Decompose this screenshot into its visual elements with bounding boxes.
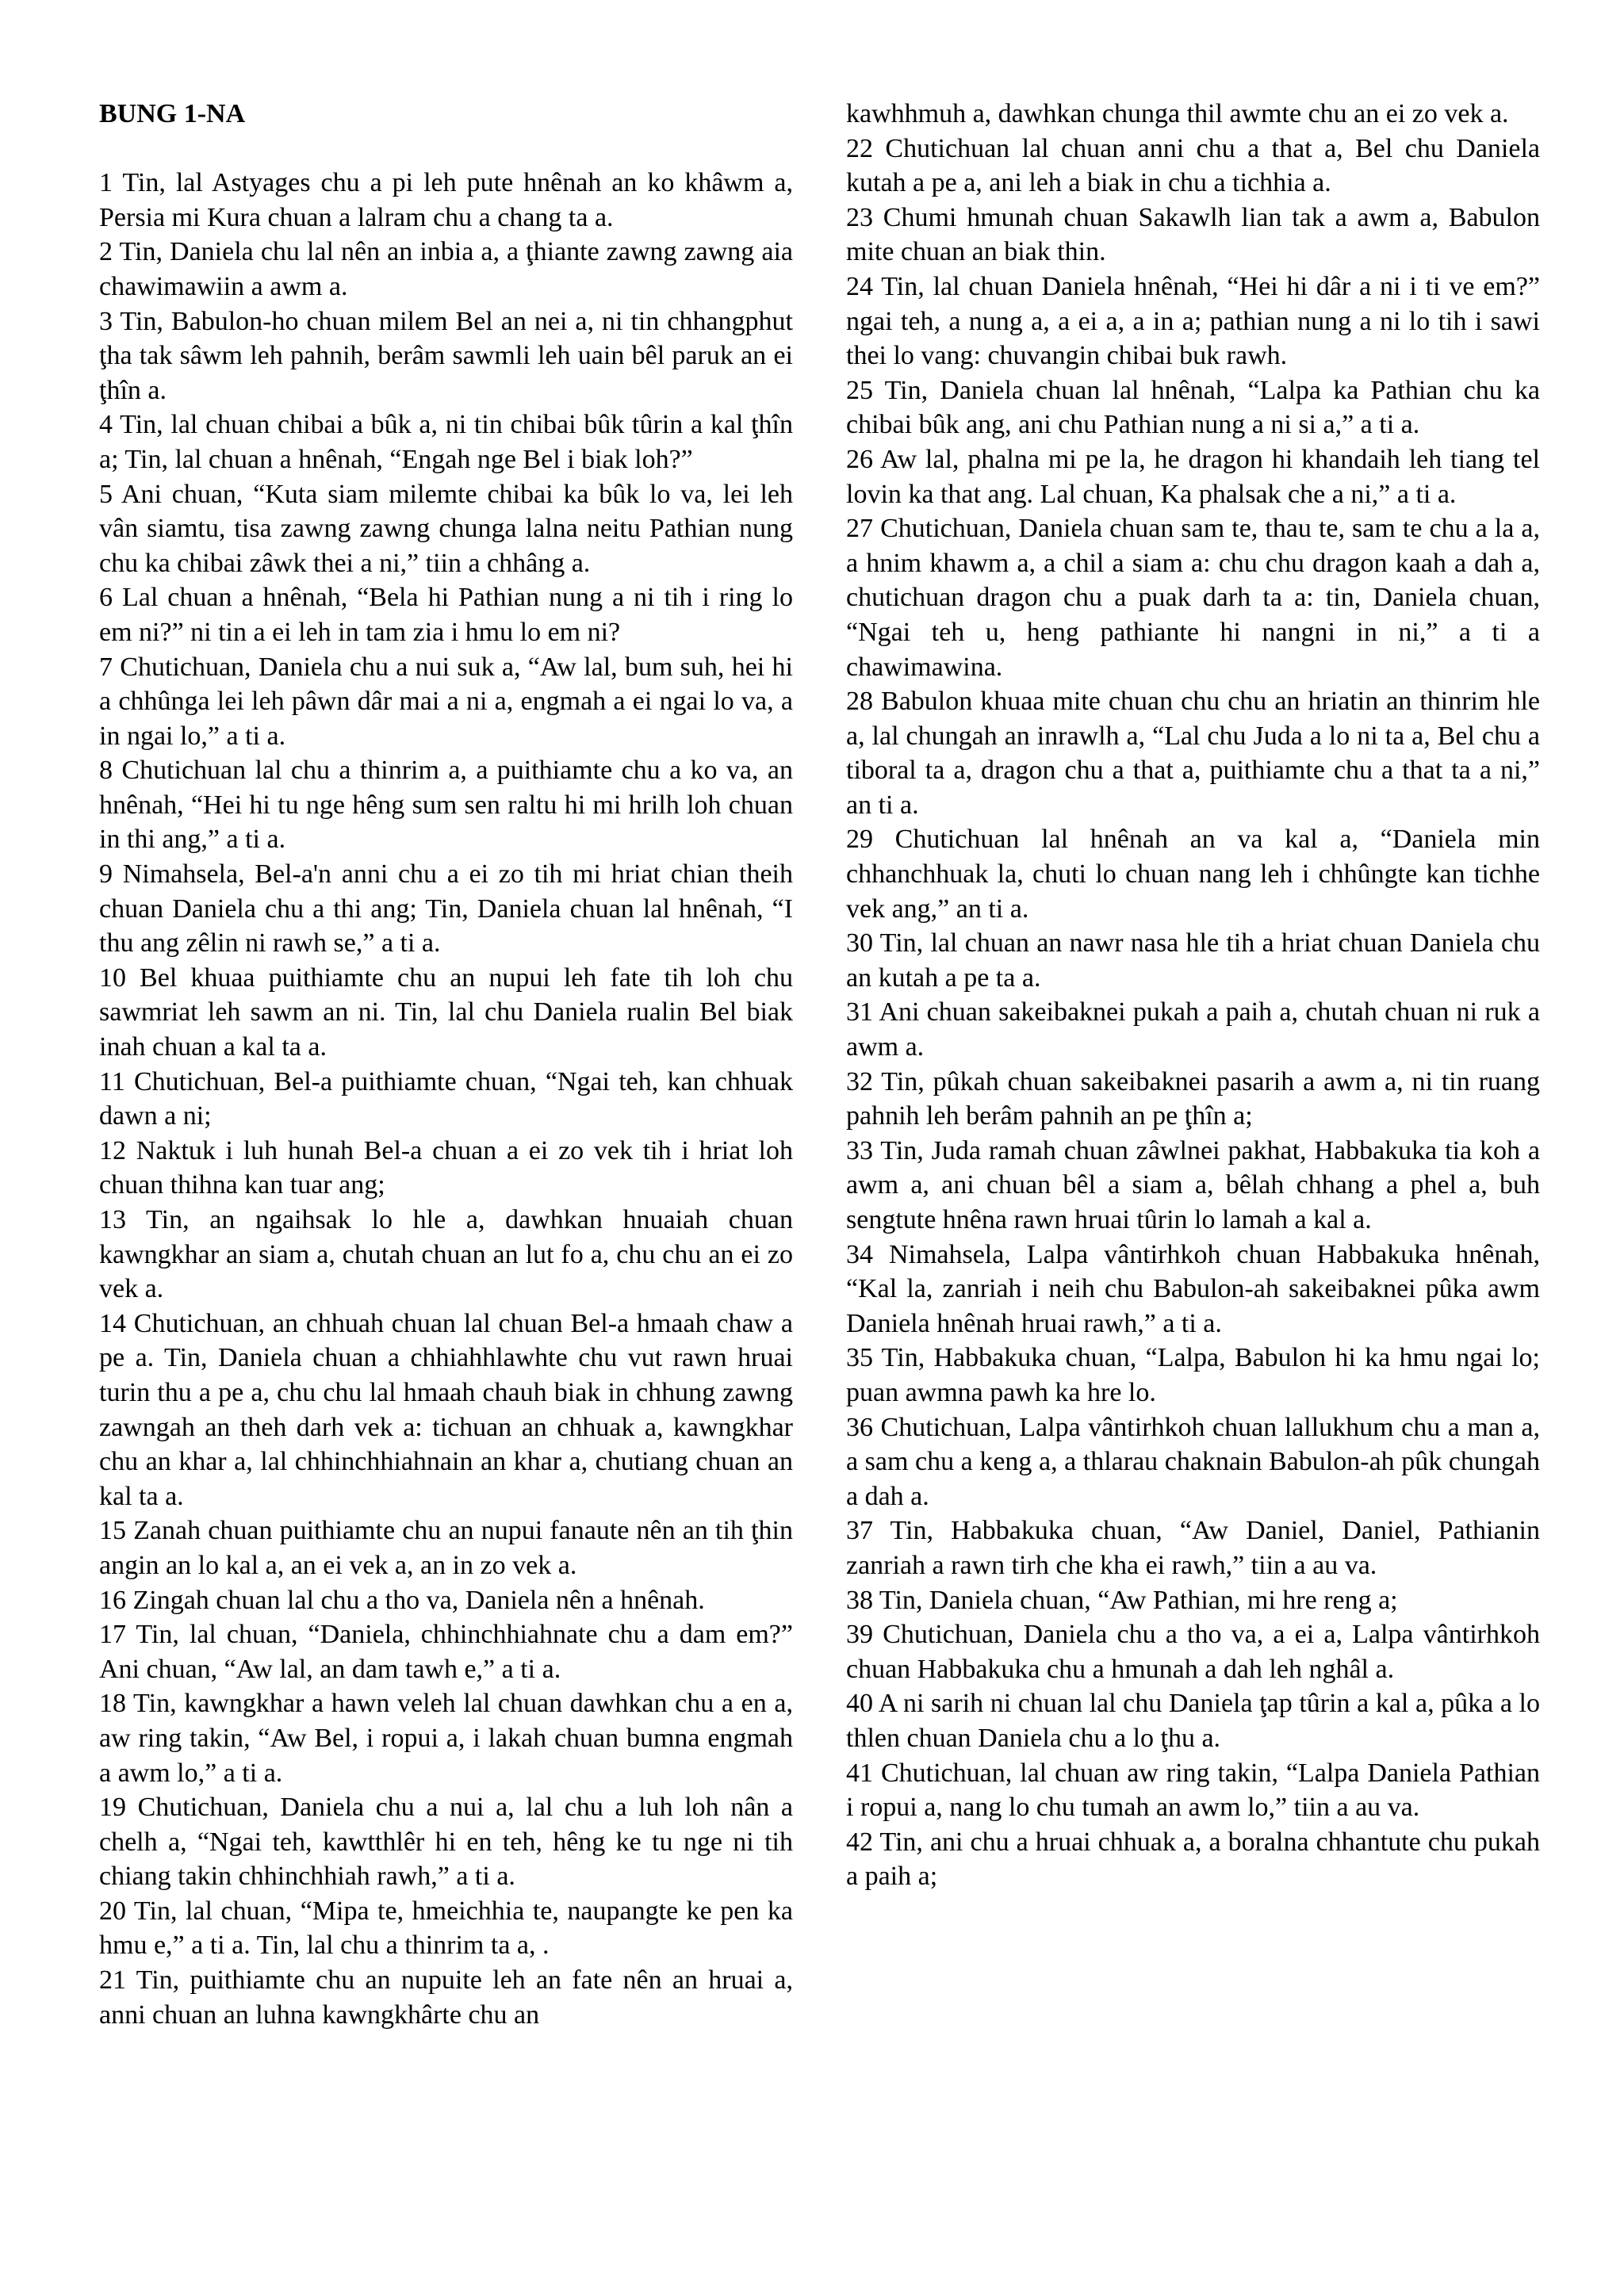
verse: 33 Tin, Juda ramah chuan zâwlnei pakhat, Habbakuka tia koh a awm a, ani chuan bêl a siam a, bêlah chhang a phel a, buh sengtute hnêna rawn hruai tûrin lo lamah a kal a. — [846, 1135, 1540, 1234]
verse: 20 Tin, lal chuan, “Mipa te, hmeichhia te, naupangte ke pen ka hmu e,” a ti a. Tin, lal chu a thinrim ta a, . — [99, 1896, 793, 1961]
verse: 9 Nimahsela, Bel-a'n anni chu a ei zo tih mi hriat chian theih chuan Daniela chu a thi ang; Tin, Daniela chuan lal hnênah, “I thu ang zêlin ni rawh se,” a ti a. — [99, 859, 793, 959]
verse: 5 Ani chuan, “Kuta siam milemte chibai ka bûk lo va, lei leh vân siamtu, tisa zawng zawng chunga lalna neitu Pathian nung chu ka chibai zâwk thei a ni,” tiin a chhâng a. — [99, 479, 793, 578]
verse: 37 Tin, Habbakuka chuan, “Aw Daniel, Daniel, Pathianin zanriah a rawn tirh che kha ei rawh,” tiin a au va. — [846, 1516, 1540, 1580]
verse: 27 Chutichuan, Daniela chuan sam te, thau te, sam te chu a la a, a hnim khawm a, a chil a siam a: chu chu dragon kaah a dah a, chutichuan dragon chu a puak darh ta a: tin, Daniela chuan, “Ngai teh u, heng pathiante hi nangni in ni,” a ti a chawimawina. — [846, 514, 1540, 682]
verse: 34 Nimahsela, Lalpa vântirhkoh chuan Habbakuka hnênah, “Kal la, zanriah i neih chu Babulon-ah sakeibaknei pûka awm Daniela hnênah hruai rawh,” a ti a. — [846, 1239, 1540, 1338]
verse: 3 Tin, Babulon-ho chuan milem Bel an nei a, ni tin chhangphut ţha tak sâwm leh pahnih, berâm sawmli leh uain bêl paruk an ei ţhîn a. — [99, 306, 793, 405]
verse: 30 Tin, lal chuan an nawr nasa hle tih a hriat chuan Daniela chu an kutah a pe ta a. — [846, 928, 1540, 993]
verse: 24 Tin, lal chuan Daniela hnênah, “Hei hi dâr a ni i ti ve em?” ngai teh, a nung a, a ei a, a in a; pathian nung a ni lo tih i sawi thei lo vang: chuvangin chibai buk rawh. — [846, 271, 1540, 371]
chapter-heading: BUNG 1-NA — [99, 99, 246, 128]
verse: 40 A ni sarih ni chuan lal chu Daniela ţap tûrin a kal a, pûka a lo thlen chuan Daniela chu a lo ţhu a. — [846, 1689, 1540, 1753]
verse: 42 Tin, ani chu a hruai chhuak a, a boralna chhantute chu pukah a paih a; — [846, 1827, 1540, 1892]
verse: 11 Chutichuan, Bel-a puithiamte chuan, “Ngai teh, kan chhuak dawn a ni; — [99, 1066, 793, 1131]
verse: 17 Tin, lal chuan, “Daniela, chhinchhiahnate chu a dam em?” Ani chuan, “Aw lal, an dam tawh e,” a ti a. — [99, 1620, 793, 1684]
verse: 4 Tin, lal chuan chibai a bûk a, ni tin chibai bûk tûrin a kal ţhîn a; Tin, lal chuan a hnênah, “Engah nge Bel i biak loh?” — [99, 410, 793, 474]
verse: 41 Chutichuan, lal chuan aw ring takin, “Lalpa Daniela Pathian i ropui a, nang lo chu tumah an awm lo,” tiin a au va. — [846, 1758, 1540, 1823]
verse: 39 Chutichuan, Daniela chu a tho va, a ei a, Lalpa vântirhkoh chuan Habbakuka chu a hmunah a dah leh nghâl a. — [846, 1620, 1540, 1684]
verse: 12 Naktuk i luh hunah Bel-a chuan a ei zo vek tih i hriat loh chuan thihna kan tuar ang; — [99, 1135, 793, 1200]
right-column — [846, 97, 1540, 1894]
verse: 13 Tin, an ngaihsak lo hle a, dawhkan hnuaiah chuan kawngkhar an siam a, chutah chuan an lut fo a, chu chu an ei zo vek a. — [99, 1205, 793, 1304]
verse: 18 Tin, kawngkhar a hawn veleh lal chuan dawhkan chu a en a, aw ring takin, “Aw Bel, i ropui a, i lakah chuan bumna engmah a awm lo,” a ti a. — [99, 1689, 793, 1788]
verse: 10 Bel khuaa puithiamte chu an nupui leh fate tih loh chu sawmriat leh sawm an ni. Tin, lal chu Daniela rualin Bel biak inah chuan a kal ta a. — [99, 962, 793, 1062]
verse: 22 Chutichuan lal chuan anni chu a that a, Bel chu Daniela kutah a pe a, ani leh a biak in chu a tichhia a. — [846, 133, 1540, 198]
verse: 16 Zingah chuan lal chu a tho va, Daniela nên a hnênah. — [99, 1585, 705, 1615]
verse: 14 Chutichuan, an chhuah chuan lal chuan Bel-a hmaah chaw a pe a. Tin, Daniela chuan a chhiahhlawhte chu vut rawn hruai turin thu a pe a, chu chu lal hmaah chauh biak in chhung zawng zawngah an theh darh vek a: tichuan an chhuak a, kawngkhar chu an khar a, lal chhinchhiahnain an khar a, chutiang chuan an kal ta a. — [99, 1308, 793, 1511]
left-column — [99, 97, 793, 2032]
verse: 25 Tin, Daniela chuan lal hnênah, “Lalpa ka Pathian chu ka chibai bûk ang, ani chu Pathian nung a ni si a,” a ti a. — [846, 375, 1540, 440]
verse: 26 Aw lal, phalna mi pe la, he dragon hi khandaih leh tiang tel lovin ka that ang. Lal chuan, Ka phalsak che a ni,” a ti a. — [846, 444, 1540, 509]
verse: 36 Chutichuan, Lalpa vântirhkoh chuan lallukhum chu a man a, a sam chu a keng a, a thlarau chaknain Babulon-ah pûk chungah a dah a. — [846, 1412, 1540, 1511]
verse: 31 Ani chuan sakeibaknei pukah a paih a, chutah chuan ni ruk a awm a. — [846, 997, 1540, 1062]
verse: 1 Tin, lal Astyages chu a pi leh pute hnênah an ko khâwm a, Persia mi Kura chuan a lalram chu a chang ta a. — [99, 168, 793, 232]
verse: 28 Babulon khuaa mite chuan chu chu an hriatin an thinrim hle a, lal chungah an inrawlh a, “Lal chu Juda a lo ni ta a, Bel chu a tiboral ta a, dragon chu a that a, puithiamte chu a that ta a ni,” an ti a. — [846, 687, 1540, 820]
verse: 19 Chutichuan, Daniela chu a nui a, lal chu a luh loh nân a chelh a, “Ngai teh, kawtthlêr hi en teh, hêng ke tu nge ni tih chiang takin chhinchhiah rawh,” a ti a. — [99, 1793, 793, 1892]
verse: 2 Tin, Daniela chu lal nên an inbia a, a ţhiante zawng zawng aia chawimawiin a awm a. — [99, 237, 793, 301]
verse: 38 Tin, Daniela chuan, “Aw Pathian, mi hre reng a; — [846, 1585, 1398, 1615]
verse: 7 Chutichuan, Daniela chu a nui suk a, “Aw lal, bum suh, hei hi a chhûnga lei leh pâwn dâr mai a ni a, engmah a ei ngai lo va, a in ngai lo,” a ti a. — [99, 652, 793, 751]
verse: kawhhmuh a, dawhkan chunga thil awmte chu an ei zo vek a. — [846, 99, 1509, 128]
verse: 15 Zanah chuan puithiamte chu an nupui fanaute nên an tih ţhin angin an lo kal a, an ei vek a, an in zo vek a. — [99, 1516, 793, 1580]
verse: 8 Chutichuan lal chu a thinrim a, a puithiamte chu a ko va, an hnênah, “Hei hi tu nge hêng sum sen raltu hi mi hrilh loh chuan in thi ang,” a ti a. — [99, 756, 793, 855]
verse: 29 Chutichuan lal hnênah an va kal a, “Daniela min chhanchhuak la, chuti lo chuan nang leh i chhûngte kan tichhe vek ang,” an ti a. — [846, 825, 1540, 924]
verse: 23 Chumi hmunah chuan Sakawlh lian tak a awm a, Babulon mite chuan an biak thin. — [846, 202, 1540, 267]
verse: 21 Tin, puithiamte chu an nupuite leh an fate nên an hruai a, anni chuan an luhna kawngkhârte chu an — [99, 1965, 793, 2030]
verse: 6 Lal chuan a hnênah, “Bela hi Pathian nung a ni tih i ring lo em ni?” ni tin a ei leh in tam zia i hmu lo em ni? — [99, 583, 793, 647]
verse: 32 Tin, pûkah chuan sakeibaknei pasarih a awm a, ni tin ruang pahnih leh berâm pahnih an pe ţhîn a; — [846, 1066, 1540, 1131]
verse: 35 Tin, Habbakuka chuan, “Lalpa, Babulon hi ka hmu ngai lo; puan awmna pawh ka hre lo. — [846, 1343, 1540, 1407]
